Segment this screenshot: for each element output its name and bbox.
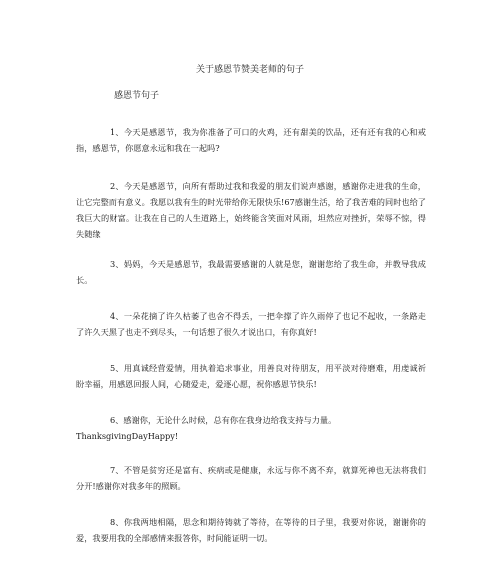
paragraph-6: 6、感谢你，无论什么时候，总有你在我身边给我支持与力量。 — [110, 415, 337, 425]
paragraph-2: 2、今天是感恩节，向所有帮助过我和我爱的朋友们说声感谢，感谢你走进我的生命，让它完整而有意义。我愿以我有生的时光带给你无限快乐!67感谢生活，给了我苦难的同时也给了我巨大的财富。让我在自己的人生道路上，始终能含笑面对风雨，坦然应对挫折，荣辱不惊，得失随缘 — [76, 181, 426, 239]
paragraph-5: 5、用真诚经营爱情，用执着追求事业，用善良对待朋友，用平淡对待磨难，用虔诚祈盼幸福，用感恩回报人间，心随爱走，爱逐心愿，祝你感恩节快乐! — [76, 363, 426, 389]
section-heading: 感恩节句子 — [114, 91, 160, 101]
paragraph-4: 4、一朵花摘了许久枯萎了也舍不得丢，一把伞撑了许久雨停了也记不起收，一条路走了许久天黑了也走不到尽头，一句话想了很久才说出口，有你真好! — [76, 311, 426, 337]
paragraph-8: 8、你我两地相隔，思念和期待铸就了等待，在等待的日子里，我要对你说，谢谢你的爱，我要用我的全部感情来报答你，时间能证明一切。 — [76, 517, 426, 543]
document-title: 关于感恩节赞美老师的句子 — [195, 65, 304, 75]
paragraph-3: 3、妈妈，今天是感恩节，我最需要感谢的人就是您，谢谢您给了我生命，并教导我成长。 — [76, 259, 426, 285]
english-greeting: ThanksgivingDayHappy! — [76, 431, 179, 441]
paragraph-1: 1、今天是感恩节，我为你准备了可口的火鸡，还有甜美的饮品，还有还有我的心和戒指，感恩节，你愿意永远和我在一起吗? — [76, 127, 426, 153]
paragraph-7: 7、不管是贫穷还是富有、疾病或是健康，永远与你不离不弃，就算死神也无法将我们分开!感谢你对我多年的照顾。 — [76, 465, 426, 491]
